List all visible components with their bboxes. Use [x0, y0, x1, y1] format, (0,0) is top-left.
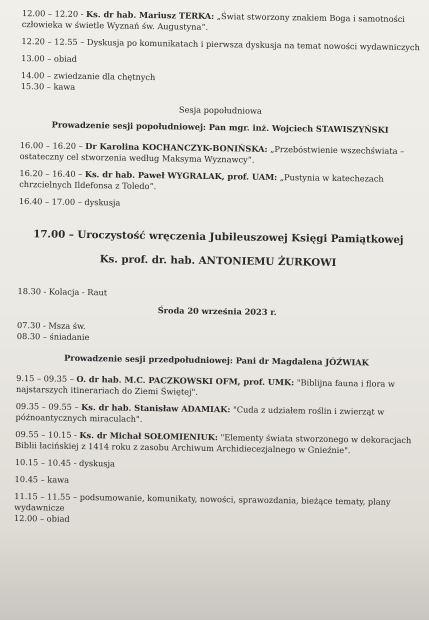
- time: 9.15 – 09.35 –: [16, 372, 77, 384]
- time: 12.00 – 12.20 -: [21, 8, 87, 20]
- time: 16.20 – 16.40 –: [19, 167, 85, 180]
- time: 09.35 – 09.55 –: [15, 400, 82, 412]
- speaker: Ks. dr hab. Paweł WYGRALAK, prof. UAM:: [84, 169, 278, 183]
- agenda-item: 07.30 - Msza św.: [16, 319, 86, 331]
- talk-title: „Przebóstwienie wszechświata – ostateczny cel stworzenia według Maksyma Wyznawcy”.: [19, 143, 405, 165]
- time: 09.55 – 10.15 -: [15, 428, 80, 440]
- ceremony-honoree: Ks. prof. dr. hab. ANTONIEMU ŻURKOWI: [99, 253, 337, 270]
- talk-title: „Świat stworzony znakiem Boga i samotności człowieka w świetle Wyznań św. Augustyna”.: [21, 11, 406, 32]
- speaker: Ks. dr hab. Mariusz TERKA:: [85, 9, 215, 22]
- speaker: Ks. dr Michał SOŁOMIENIUK:: [79, 429, 218, 442]
- talk-title: "Cuda z udziałem roślin i zwierząt w późnoantycznych miraculach".: [15, 403, 385, 424]
- agenda-item: 12.20 – 12.55 – Dyskusja po komunikatach i pierwsza dyskusja na temat nowości wydawniczych: [21, 35, 420, 53]
- agenda-item: 11.15 – 11.55 – podsumowanie, komunikaty, nowości, sprawozdania, bieżące tematy, plany wydawnicze: [14, 490, 391, 513]
- speaker: Ks. dr hab. Stanisław ADAMIAK:: [81, 401, 231, 414]
- speaker: O. dr hab. M.C. PACZKOWSKI OFM, prof. UMK:: [76, 373, 295, 387]
- talk-title: „Pustynia w katechezach chrzcielnych Ildefonsa z Toledo”.: [19, 172, 384, 192]
- agenda-item: 15.30 – kawa: [20, 80, 76, 92]
- agenda-item: 10.15 – 10.45 - dyskusja: [14, 456, 116, 469]
- talk-title: "Elementy świata stworzonego w dekoracjach Biblii łacińskiej z 1414 roku z zasobu Archiwum Archidiecezjalnego w Gnieźnie".: [15, 431, 412, 455]
- speaker: Dr Karolina KOCHANCZYK-BONIŃSKA:: [85, 141, 268, 154]
- ceremony-heading: 17.00 – Uroczystość wręczenia Jubileuszowej Księgi Pamiątkowej: [33, 228, 404, 247]
- agenda-item: 14.00 – zwiedzanie dla chętnych: [20, 69, 156, 83]
- agenda-item: 12.00 – obiad: [13, 512, 70, 524]
- agenda-item: 18.30 - Kolacja - Raut: [17, 285, 108, 297]
- agenda-item: 10.45 – kawa: [14, 473, 70, 485]
- agenda-item: 16.40 – 17.00 – dyskusja: [18, 195, 121, 208]
- page-shadow: [0, 530, 429, 620]
- date-heading: Środa 20 września 2023 r.: [157, 304, 277, 317]
- talk-title: "Biblijna fauna i flora w najstarszych itinerariach do Ziemi Świętej".: [15, 376, 395, 397]
- section-heading: Sesja popołudniowa: [178, 104, 262, 116]
- agenda-item: 08.30 – śniadanie: [16, 330, 90, 342]
- programme-text: [14, 8, 422, 530]
- time: 16.00 – 16.20 –: [19, 139, 86, 152]
- session-chair: Prowadzenie sesji popołudniowej: Pan mgr. inż. Wojciech STAWISZYŃSKI: [51, 119, 389, 135]
- session-chair: Prowadzenie sesji przedpołudniowej: Pani dr Magdalena JÓŹWIAK: [64, 352, 369, 368]
- agenda-item: 13.00 – obiad: [21, 52, 77, 64]
